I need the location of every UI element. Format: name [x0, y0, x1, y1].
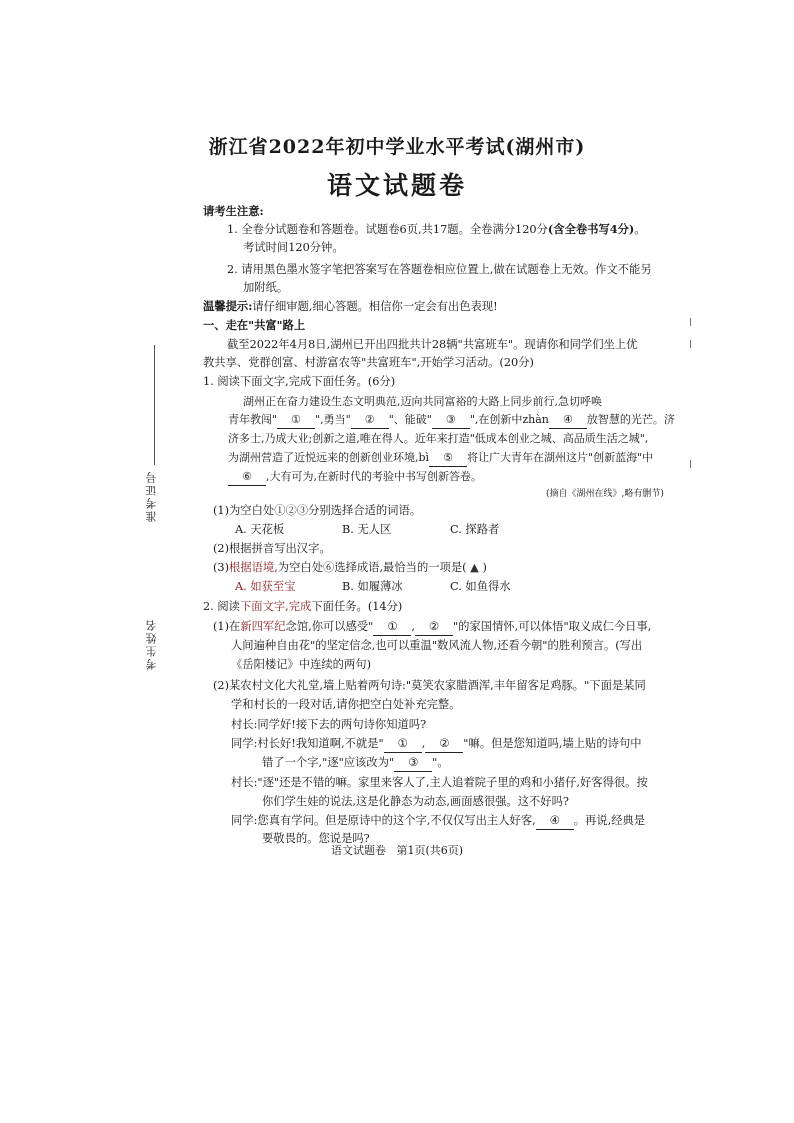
dialogue-line-3: 村长:"逐"还是不错的嘛。家里来客人了,主人追着院子里的鸡和小猪仔,好客得很。按: [231, 776, 648, 789]
question-1-heading: 1. 阅读下面文字,完成下面任务。(6分): [203, 375, 396, 388]
q1-sub-1-option-a: A. 天花板: [235, 523, 285, 536]
q1-passage-line-1: 湖州正在奋力建设生态文明典范,迈向共同富裕的大路上同步前行,急切呼唤: [243, 395, 602, 408]
dialogue-blank-1: ①: [384, 735, 422, 753]
dialogue-line-2: 同学:村长好!我知道啊,不就是" ① , ② "嘛。但是您知道吗,墙上贴的诗句中: [231, 735, 642, 753]
section-1-intro-cont: 教共享、党群创富、村游富农等"共富班车",开始学习活动。(20分): [203, 356, 534, 369]
dialogue-blank-3: ③: [394, 754, 432, 772]
q1-sub-3-option-a: A. 如获至宝: [235, 580, 296, 593]
blank-4: ④: [549, 411, 587, 429]
margin-tick: [690, 460, 691, 468]
q1-sub-2: (2)根据拼音写出汉字。: [213, 542, 331, 555]
exam-number-line: [154, 345, 155, 465]
q1-source: (摘自《湖州在线》,略有删节): [546, 489, 664, 499]
q1-sub-3: (3)根据语境,为空白处⑥选择成语,最恰当的一项是( ▲ ): [213, 561, 487, 574]
q1-sub-3-option-b: B. 如履薄冰: [342, 580, 403, 593]
paper-title: 语文试题卷: [326, 171, 467, 200]
q2-sub-1-line-2: 人间遍种自由花"的坚定信念,也可以重温"数风流人物,还看今朝"的胜利预言。(写出: [231, 639, 643, 652]
dialogue-blank-2: ②: [425, 735, 463, 753]
q1-sub-3-option-c: C. 如鱼得水: [450, 580, 511, 593]
blank-6: ⑥: [228, 468, 266, 486]
blank-2: ②: [351, 411, 389, 429]
q2-sub-1: (1)在新四军纪念馆,你可以感受" ① , ② "的家国情怀,可以体悟"取义成仁今日事,: [213, 618, 651, 636]
q2-sub-2-line-2: 学和村长的一段对话,请你把空白处补充完整。: [231, 698, 461, 711]
dialogue-line-2-cont: 错了一个字,"逐"应该改为" ③ "。: [262, 754, 449, 772]
q2-blank-2: ②: [415, 618, 453, 636]
dialogue-line-4: 同学:您真有学问。但是原诗中的这个字,不仅仅写出主人好客, ④ 。再说,经典是: [231, 812, 645, 830]
blank-3: ③: [432, 411, 470, 429]
notice-item-2: 2. 请用黑色墨水签字笔把答案写在答题卷相应位置上,做在试题卷上无效。作文不能另: [227, 263, 652, 276]
dialogue-line-4-cont: 要敬畏的。您说是吗?: [262, 832, 370, 845]
margin-tick: [690, 318, 691, 326]
notice-item-1-cont: 考试时间120分钟。: [243, 241, 344, 254]
tip-label: 温馨提示:: [203, 299, 253, 313]
q1-passage-line-2: 青年教闯" ① ",勇当" ② "、能破" ③ ",在创新中zhàn ④ 放智慧的光芒。济: [228, 411, 675, 429]
notice-item-1: 1. 全卷分试题卷和答题卷。试题卷6页,共17题。全卷满分120分(含全卷书写4分)。: [227, 222, 646, 236]
q1-sub-1-option-b: B. 无人区: [342, 523, 392, 536]
dialogue-blank-4: ④: [536, 812, 574, 830]
section-1-intro: 截至2022年4月8日,湖州已开出四批共计28辆"共富班车"。现请你和同学们坐上优: [227, 338, 638, 351]
dialogue-line-3-cont: 你们学生娃的说法,这是化静态为动态,画面感很强。这不好吗?: [262, 795, 569, 808]
page-footer: 语文试题卷 第1页(共6页): [330, 844, 464, 857]
answer-placeholder-icon: ▲: [470, 561, 479, 574]
section-1-heading: 一、走在"共富"路上: [203, 318, 306, 332]
q1-passage-line-4: 为湖州营造了近悦远来的创新创业环境,bì ⑤ 将让广大青年在湖州这片"创新蓝海"中: [228, 449, 653, 467]
q2-blank-1: ①: [373, 618, 411, 636]
margin-tick: [690, 340, 691, 348]
dialogue-line-1: 村长:同学好!接下去的两句诗你知道吗?: [231, 718, 427, 731]
question-2-heading: 2. 阅读下面文字,完成下面任务。(14分): [203, 600, 403, 613]
exam-number-label: 准考证号: [145, 470, 158, 522]
blank-1: ①: [277, 411, 315, 429]
notice-heading: 请考生注意:: [203, 204, 264, 218]
q2-sub-1-line-3: 《岳阳楼记》中连续的两句): [231, 658, 371, 671]
notice-item-2-cont: 加附纸。: [243, 281, 289, 294]
q1-sub-1-option-c: C. 探路者: [450, 523, 500, 536]
q1-sub-1: (1)为空白处①②③分别选择合适的词语。: [213, 504, 422, 517]
tip-line: 温馨提示:请仔细审题,细心答题。相信你一定会有出色表现!: [203, 299, 498, 313]
student-name-label: 考生姓名: [145, 618, 158, 670]
q2-sub-2: (2)某农村文化大礼堂,墙上贴着两句诗:"莫笑农家腊酒浑,丰年留客足鸡豚。"下面是某同: [213, 679, 646, 692]
blank-5: ⑤: [429, 449, 467, 467]
q1-passage-line-3: 济多士,乃成大业;创新之道,唯在得人。近年来打造"低成本创业之城、高品质生活之城",: [228, 432, 649, 445]
exam-title: 浙江省2022年初中学业水平考试(湖州市): [208, 136, 586, 158]
q1-passage-line-5: ⑥ ,大有可为,在新时代的考验中书写创新答卷。: [228, 468, 482, 486]
